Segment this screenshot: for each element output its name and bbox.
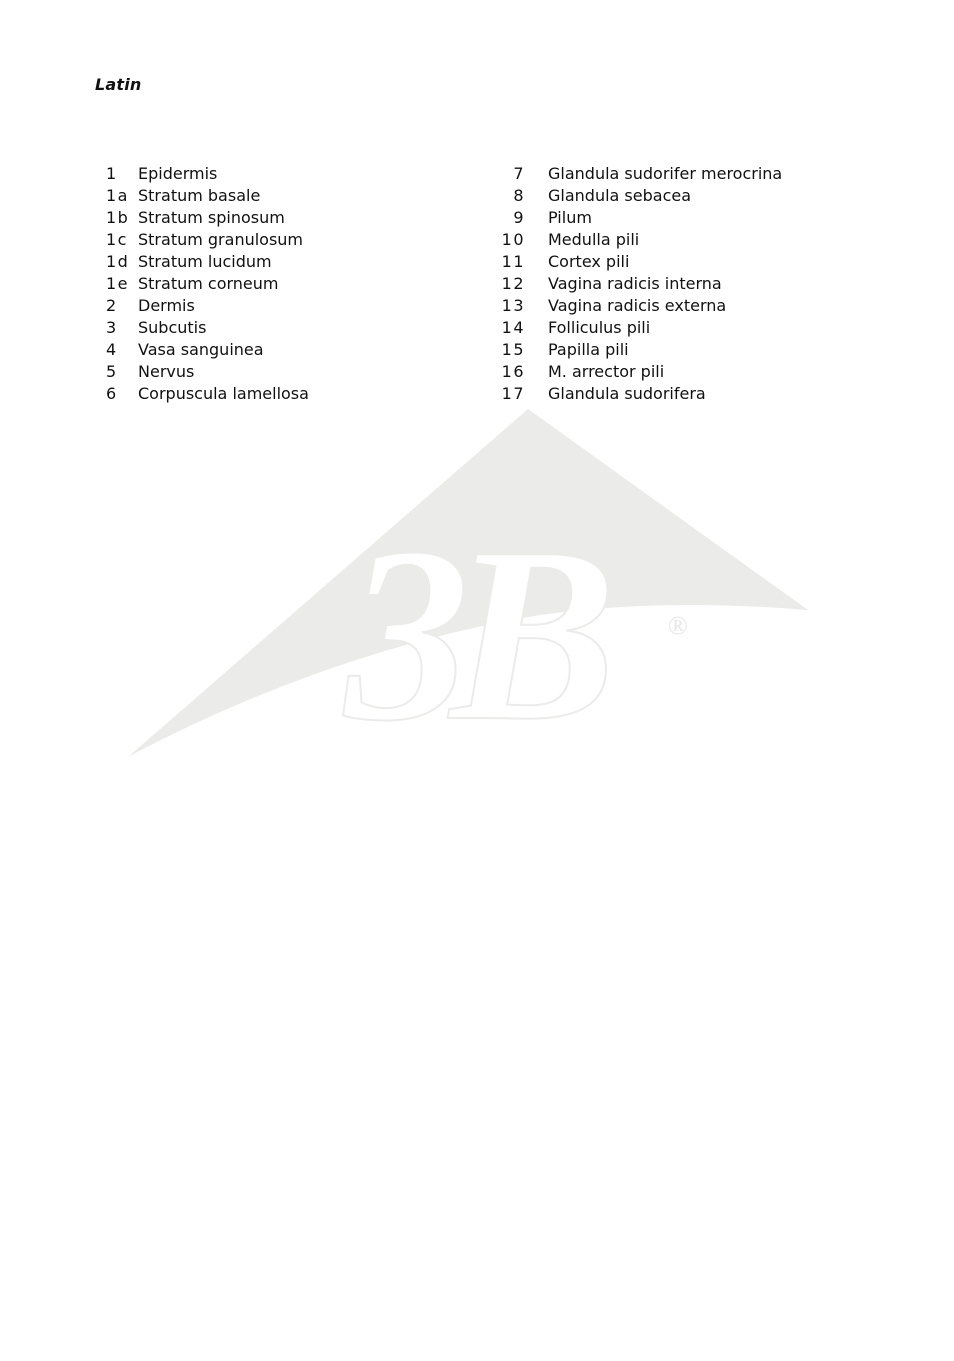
item-term: Medulla pili bbox=[548, 230, 640, 249]
item-term: Dermis bbox=[138, 296, 195, 315]
item-number: 14 bbox=[501, 318, 525, 337]
item-number: 8 bbox=[513, 186, 525, 205]
item-number: 1a bbox=[106, 186, 129, 205]
legend-item bbox=[106, 207, 486, 229]
item-term: Subcutis bbox=[138, 318, 207, 337]
item-number: 10 bbox=[501, 230, 525, 249]
legend-item bbox=[496, 229, 896, 251]
legend-item bbox=[106, 273, 486, 295]
item-term: Pilum bbox=[548, 208, 592, 227]
item-number: 17 bbox=[501, 384, 525, 403]
legend-item bbox=[496, 273, 896, 295]
page-heading: Latin bbox=[95, 75, 142, 94]
legend-list-left bbox=[106, 163, 486, 405]
item-term: Stratum basale bbox=[138, 186, 261, 205]
item-number: 16 bbox=[501, 362, 525, 381]
legend-item bbox=[106, 339, 486, 361]
item-number: 5 bbox=[106, 362, 118, 381]
item-number: 15 bbox=[501, 340, 525, 359]
item-number: 7 bbox=[513, 164, 525, 183]
item-number: 11 bbox=[501, 252, 525, 271]
item-term: Vasa sanguinea bbox=[138, 340, 264, 359]
item-term: Glandula sudorifer merocrina bbox=[548, 164, 783, 183]
item-term: Cortex pili bbox=[548, 252, 630, 271]
item-term: Vagina radicis externa bbox=[548, 296, 727, 315]
item-term: Vagina radicis interna bbox=[548, 274, 722, 293]
legend-item bbox=[106, 251, 486, 273]
legend-item bbox=[106, 185, 486, 207]
item-term: Stratum spinosum bbox=[138, 208, 285, 227]
item-number: 12 bbox=[501, 274, 525, 293]
legend-item bbox=[496, 361, 896, 383]
item-term: Corpuscula lamellosa bbox=[138, 384, 309, 403]
item-number: 4 bbox=[106, 340, 118, 359]
item-number: 3 bbox=[106, 318, 118, 337]
legend-item bbox=[496, 185, 896, 207]
logo-registered-mark: ® bbox=[668, 611, 688, 640]
item-number: 9 bbox=[513, 208, 525, 227]
legend-item bbox=[106, 295, 486, 317]
item-term: Stratum corneum bbox=[138, 274, 279, 293]
item-number: 1b bbox=[106, 208, 130, 227]
legend-item bbox=[496, 295, 896, 317]
legend-item bbox=[496, 383, 896, 405]
item-number: 1e bbox=[106, 274, 130, 293]
item-term: Papilla pili bbox=[548, 340, 629, 359]
item-term: Glandula sudorifera bbox=[548, 384, 706, 403]
item-number: 6 bbox=[106, 384, 118, 403]
item-term: Folliculus pili bbox=[548, 318, 651, 337]
legend-item bbox=[106, 361, 486, 383]
logo-3b-text: 3B bbox=[345, 496, 597, 773]
item-number: 1d bbox=[106, 252, 130, 271]
item-term: Nervus bbox=[138, 362, 195, 381]
item-term: Stratum lucidum bbox=[138, 252, 272, 271]
legend-item bbox=[106, 383, 486, 405]
legend-item bbox=[496, 163, 896, 185]
legend-item bbox=[496, 251, 896, 273]
item-term: Glandula sebacea bbox=[548, 186, 692, 205]
item-number: 1c bbox=[106, 230, 128, 249]
item-term: M. arrector pili bbox=[548, 362, 665, 381]
item-term: Stratum granulosum bbox=[138, 230, 304, 249]
legend-item bbox=[496, 339, 896, 361]
legend-item bbox=[106, 317, 486, 339]
item-number: 1 bbox=[106, 164, 118, 183]
item-number: 2 bbox=[106, 296, 118, 315]
legend-item bbox=[106, 163, 486, 185]
item-number: 13 bbox=[501, 296, 525, 315]
legend-item bbox=[106, 229, 486, 251]
item-term: Epidermis bbox=[138, 164, 218, 183]
legend-list-right bbox=[496, 163, 896, 405]
legend-item bbox=[496, 317, 896, 339]
legend-item bbox=[496, 207, 896, 229]
